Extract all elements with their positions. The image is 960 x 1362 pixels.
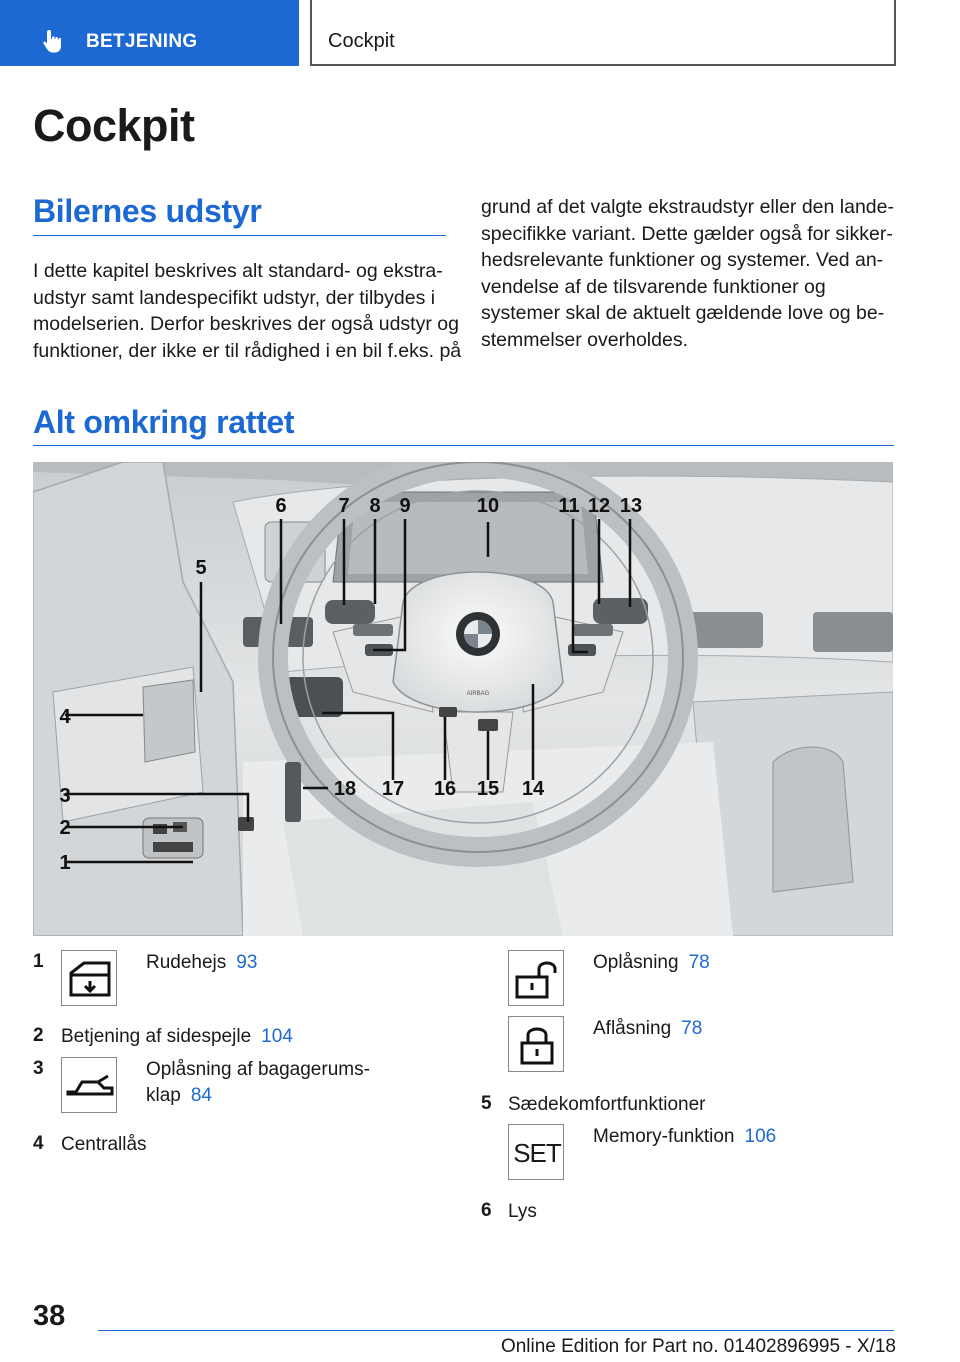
callout-1: 1 [59, 852, 71, 874]
page-ref-link[interactable]: 104 [261, 1026, 293, 1047]
intro-text-left: I dette kapitel beskrives alt standard- og ekstra- udstyr samt landespecifikt udstyr, der tilbydes i modelserien. Derfor beskrives der også udstyr og funktioner, der ikke er til rådighed i en bil f.eks. på [33, 260, 462, 362]
intro-text-right: grund af det valgte ekstraudstyr eller den lande- specifikke variant. Dette gælder også for sikker- hedsrelevante funktioner og systemer. Ved an- vendelse af de tilsvarende funktioner og systemer skal de aktuelt gældende love og be- stemmelser overholdes. [481, 196, 894, 351]
page-header [0, 0, 960, 66]
unlock-icon [508, 950, 564, 1006]
legend-item-unlock: Oplåsning 78 [593, 952, 710, 973]
callout-3: 3 [59, 785, 71, 807]
legend-num-5: 5 [481, 1093, 492, 1114]
legend-item-1: Rudehejs 93 [146, 952, 258, 973]
callout-12: 12 [587, 495, 611, 517]
airbag-label: AIRBAG [466, 691, 490, 697]
footer-rule [98, 1330, 894, 1331]
legend-item-6: Lys [508, 1201, 537, 1222]
footer-text: Online Edition for Part no. 01402896995 - X/18 [500, 1336, 896, 1357]
cockpit-illustration [33, 462, 893, 936]
callout-16: 16 [433, 778, 457, 800]
legend-item-4: Centrallås [61, 1134, 147, 1155]
legend-item-3: Oplåsning af bagagerums- klap 84 [146, 1059, 370, 1106]
legend-item-5: Sædekomfortfunktioner [508, 1094, 706, 1115]
page-title: Cockpit [33, 100, 195, 151]
page-ref-link[interactable]: 84 [190, 1085, 212, 1106]
page-ref-link[interactable]: 78 [681, 1018, 703, 1039]
callout-5: 5 [195, 557, 207, 579]
legend-num-2: 2 [33, 1025, 44, 1046]
set-button-icon: SET [508, 1124, 564, 1180]
page-ref-link[interactable]: 106 [744, 1126, 777, 1147]
callout-6: 6 [275, 495, 287, 517]
section-label: Cockpit [328, 30, 395, 52]
cockpit-drawing [33, 462, 893, 936]
legend-num-6: 6 [481, 1200, 492, 1221]
section-heading-steering: Alt omkring rattet [33, 404, 295, 440]
section-tab[interactable] [310, 0, 896, 66]
callout-10: 10 [476, 495, 500, 517]
page-number: 38 [33, 1300, 66, 1332]
pointing-hand-icon [40, 28, 66, 54]
callout-15: 15 [476, 778, 500, 800]
callout-13: 13 [619, 495, 643, 517]
callout-9: 9 [399, 495, 411, 517]
callout-4: 4 [59, 706, 71, 728]
callout-8: 8 [369, 495, 381, 517]
legend-item-2: Betjening af sidespejle 104 [61, 1026, 293, 1047]
section-rule [33, 235, 446, 236]
trunk-lid-icon [61, 1057, 117, 1113]
section-heading-equipment: Bilernes udstyr [33, 193, 262, 229]
page-ref-link[interactable]: 78 [688, 952, 710, 973]
callout-14: 14 [521, 778, 545, 800]
legend-num-4: 4 [33, 1133, 44, 1154]
lock-icon [508, 1016, 564, 1072]
callout-17: 17 [381, 778, 405, 800]
legend-num-1: 1 [33, 951, 44, 972]
chapter-label: BETJENING [86, 31, 198, 52]
callout-11: 11 [558, 495, 580, 517]
section-rule [33, 445, 894, 446]
legend-num-3: 3 [33, 1058, 44, 1079]
callout-18: 18 [333, 778, 357, 800]
legend-item-memory: Memory-funktion 106 [593, 1126, 777, 1147]
page-ref-link[interactable]: 93 [236, 952, 258, 973]
chapter-tab[interactable] [0, 0, 299, 66]
legend-item-lock: Aflåsning 78 [593, 1018, 703, 1039]
callout-2: 2 [59, 817, 71, 839]
callout-7: 7 [338, 495, 350, 517]
window-lift-icon [61, 950, 117, 1006]
